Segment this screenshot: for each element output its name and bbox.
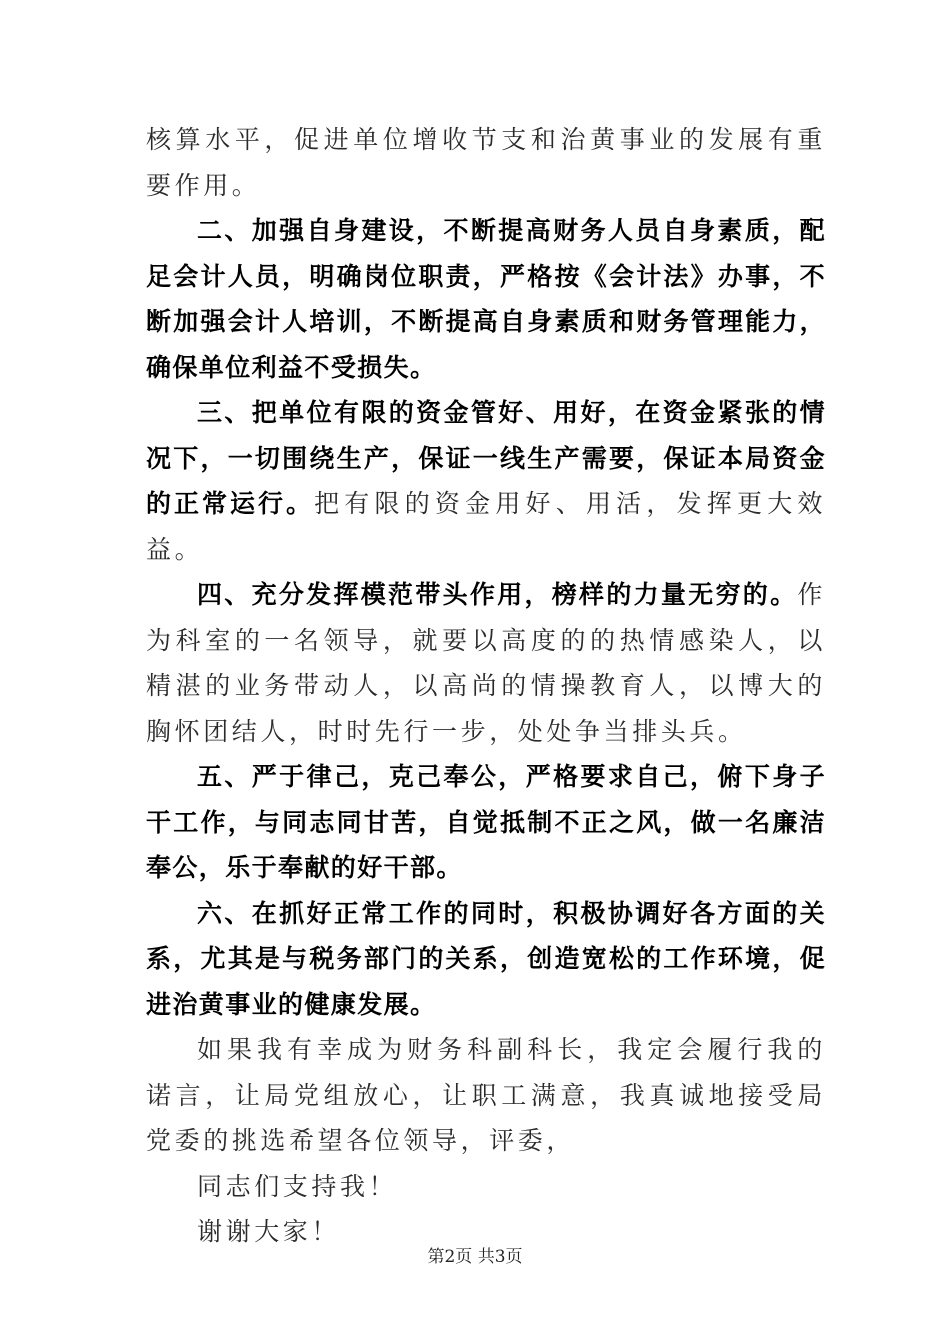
paragraph-point-6: 六、在抓好正常工作的同时，积极协调好各方面的关系，尤其是与税务部门的关系，创造宽松的工作环境，促进治黄事业的健康发展。 <box>146 898 826 1019</box>
paragraph-closing: 如果我有幸成为财务科副科长，我定会履行我的诺言，让局党组放心，让职工满意，我真诚地接受局党委的挑选希望各位领导，评委， <box>146 1035 826 1155</box>
paragraph-point-4-bold: 四、充分发挥模范带头作用，榜样的力量无穷的。 <box>197 580 798 609</box>
paragraph-point-3 <box>146 390 826 572</box>
document-body <box>146 117 826 1255</box>
paragraph-point-5: 五、严于律己，克己奉公，严格要求自己，俯下身子干工作，与同志同甘苦，自觉抵制不正之风，做一名廉洁奉公，乐于奉献的好干部。 <box>146 762 826 882</box>
paragraph-point-3-bold: 三、把单位有限的资金管好、用好，在资金紧张的情况下，一切围绕生产，保证一线生产需要，保证本局资金的正常运行。 <box>146 398 826 518</box>
closing-support-line: 同志们支持我！ <box>197 1171 398 1201</box>
paragraph-point-4-light: 作为科室的一名领导，就要以高度的的热情感染人，以精湛的业务带动人，以高尚的情操教育人，以博大的胸怀团结人，时时先行一步，处处争当排头兵。 <box>146 580 826 746</box>
paragraph-continuation: 核算水平，促进单位增收节支和治黄事业的发展有重要作用。 <box>146 125 826 200</box>
paragraph-point-2: 二、加强自身建设，不断提高财务人员自身素质，配足会计人员，明确岗位职责，严格按《会计法》办事，不断加强会计人培训，不断提高自身素质和财务管理能力，确保单位利益不受损失。 <box>146 216 826 382</box>
page-number: 第2页 共3页 <box>427 1247 523 1267</box>
paragraph-point-4 <box>146 572 826 754</box>
paragraph-point-3-light: 把有限的资金用好、用活，发挥更大效益。 <box>146 489 827 564</box>
closing-thanks-line: 谢谢大家！ <box>197 1217 341 1246</box>
